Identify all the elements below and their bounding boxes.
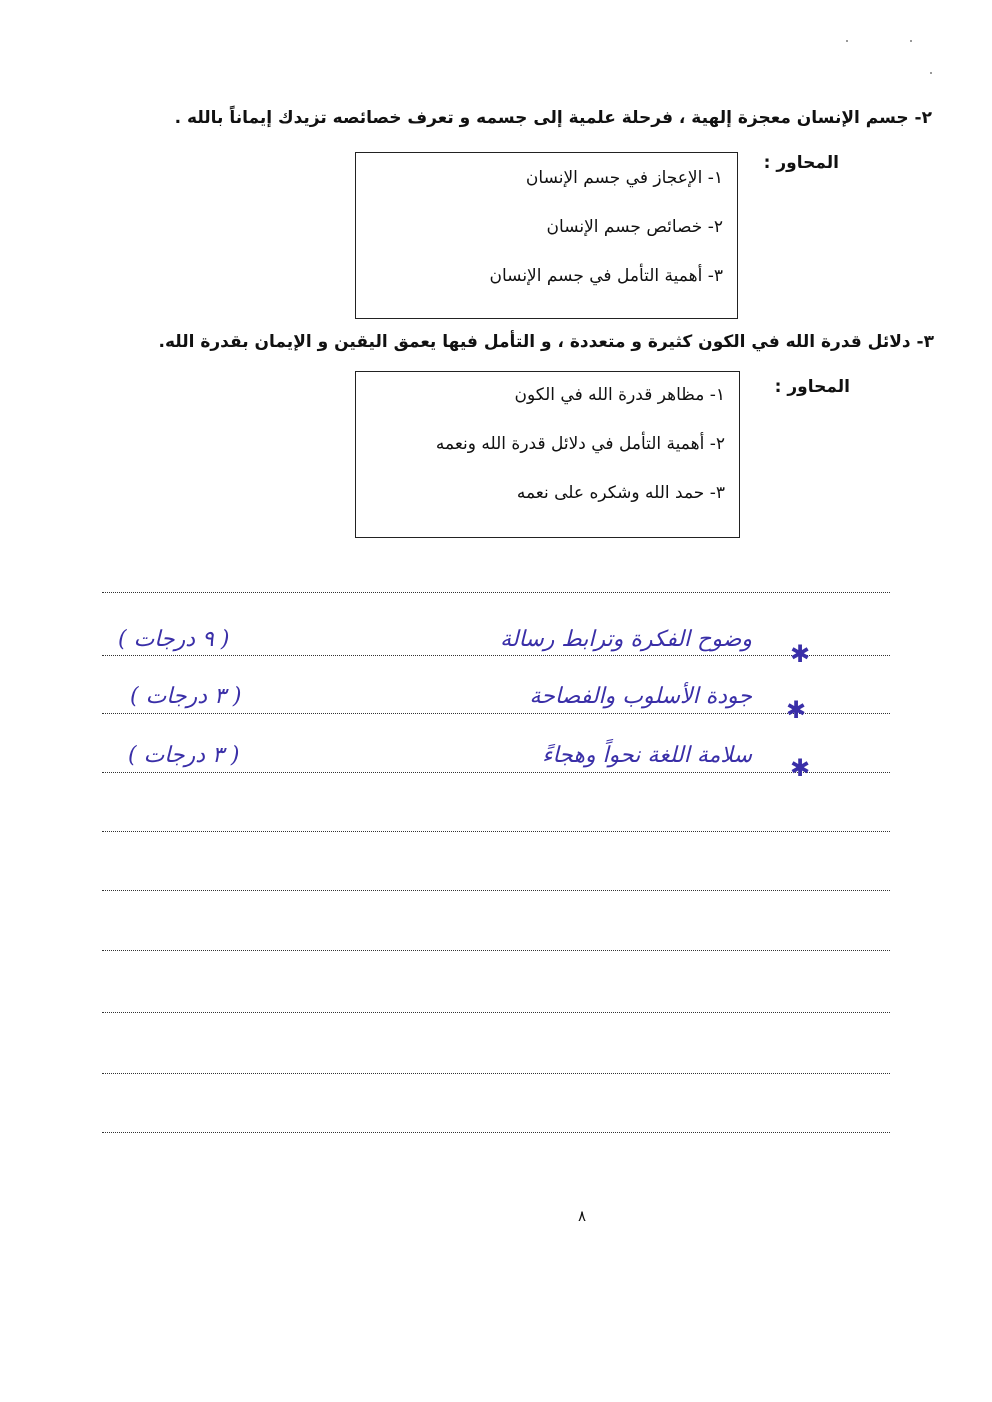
question-2-axes-label: المحاور : (763, 153, 839, 173)
answer-line (102, 831, 890, 832)
scan-speck (846, 40, 848, 42)
rubric-points-3: ( ٣ درجات ) (128, 743, 240, 768)
question-2-axis-3: ٣- أهمية التأمل في جسم الإنسان (489, 266, 723, 286)
answer-line (102, 950, 890, 951)
rubric-points-2: ( ٣ درجات ) (130, 684, 242, 709)
page-number: ٨ (578, 1207, 587, 1225)
question-3-text: ٣- دلائل قدرة الله في الكون كثيرة و متعددة ، و التأمل فيها يعمق اليقين و الإيمان بقدرة الله. (158, 332, 934, 352)
answer-line (102, 1073, 890, 1074)
question-3-axis-1: ١- مظاهر قدرة الله في الكون (514, 385, 725, 405)
rubric-star-icon: ✱ (790, 640, 811, 668)
rubric-points-1: ( ٩ درجات ) (118, 627, 230, 652)
answer-line (102, 713, 890, 714)
rubric-criterion-1: وضوح الفكرة وترابط رسالة (500, 627, 752, 652)
question-3-axis-2: ٢- أهمية التأمل في دلائل قدرة الله ونعمه (435, 434, 725, 454)
scan-speck (930, 72, 932, 74)
rubric-criterion-3: سلامة اللغة نحواً وهجاءً (542, 743, 752, 768)
question-2-axis-2: ٢- خصائص جسم الإنسان (546, 217, 723, 237)
scan-speck (910, 40, 912, 42)
question-3-axes-label: المحاور : (774, 377, 850, 397)
question-2-text: ٢- جسم الإنسان معجزة إلهية ، فرحلة علمية إلى جسمه و تعرف خصائصه تزيدك إيماناً بالله . (174, 108, 932, 128)
question-3-axis-3: ٣- حمد الله وشكره على نعمه (516, 483, 725, 503)
answer-line (102, 1012, 890, 1013)
rubric-star-icon: ✱ (790, 754, 811, 782)
rubric-criterion-2: جودة الأسلوب والفصاحة (529, 684, 752, 709)
answer-line (102, 1132, 890, 1133)
answer-line (102, 592, 890, 593)
question-2-axes-box (355, 152, 738, 319)
answer-line (102, 772, 890, 773)
answer-line (102, 655, 890, 656)
answer-line (102, 890, 890, 891)
question-3-axes-box (355, 371, 740, 538)
question-2-axis-1: ١- الإعجاز في جسم الإنسان (525, 168, 723, 188)
rubric-star-icon: ✱ (786, 696, 807, 724)
